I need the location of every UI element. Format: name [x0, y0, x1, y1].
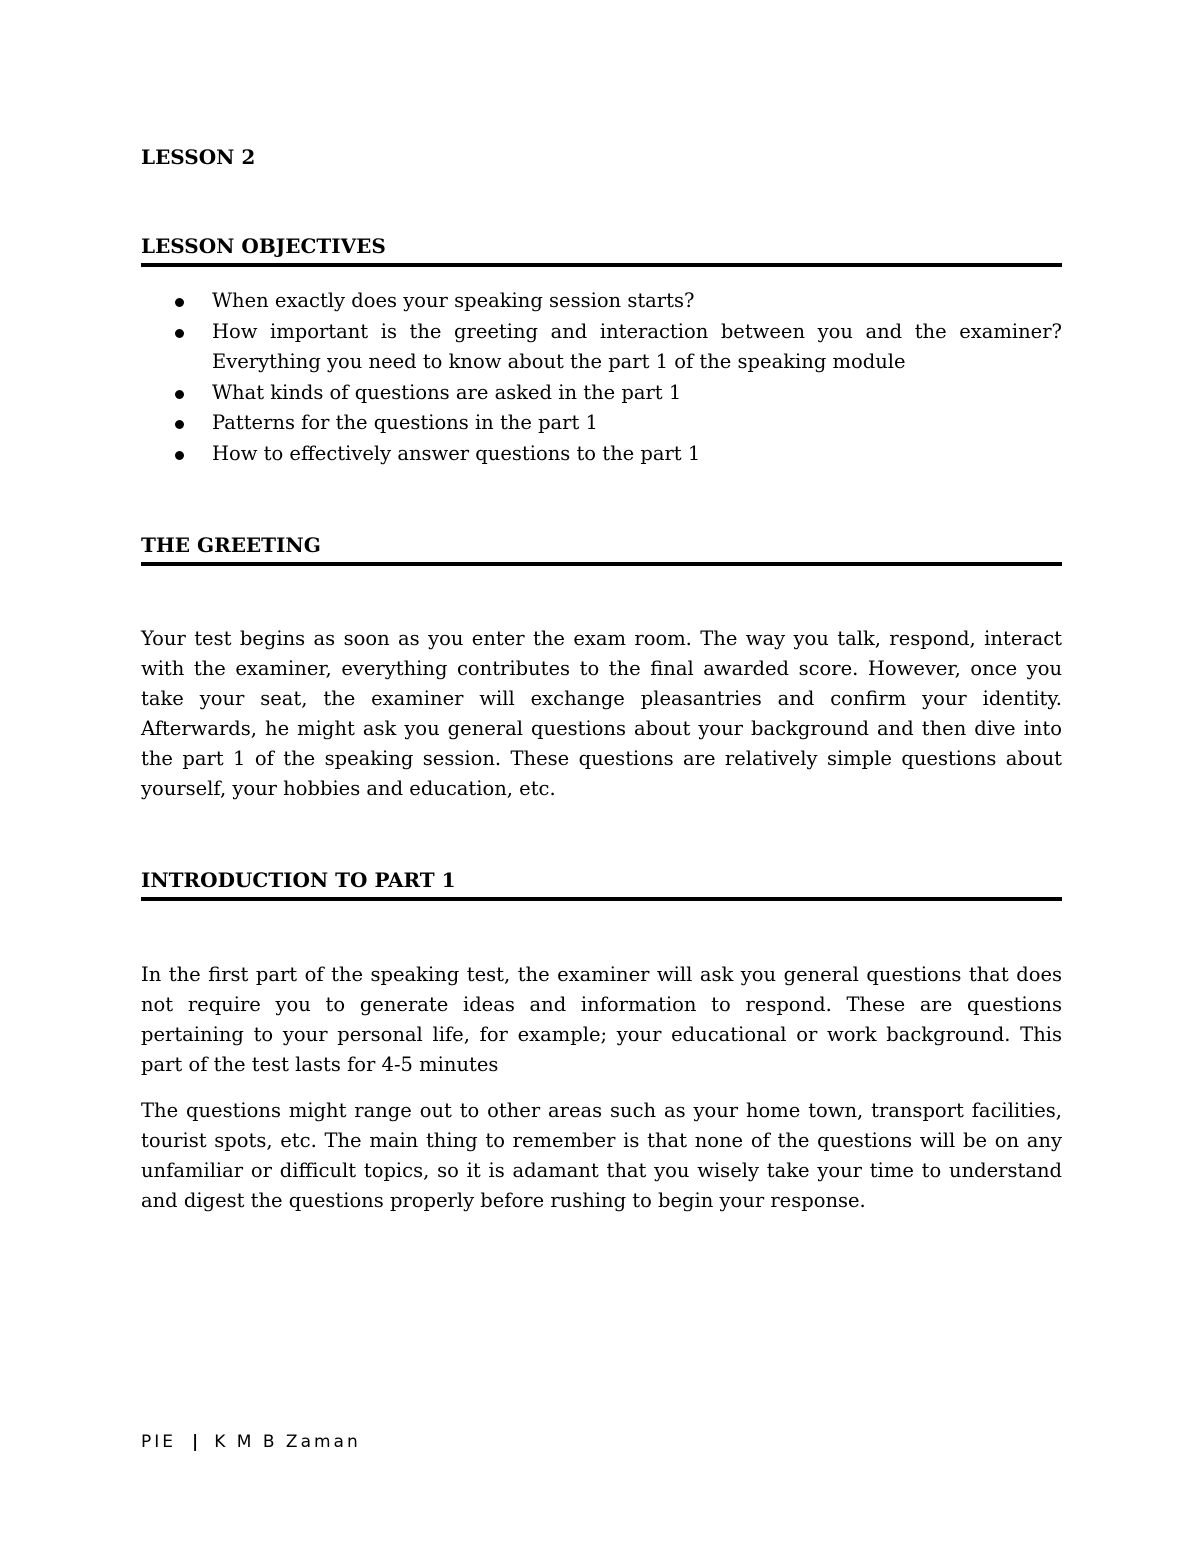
bullet-icon — [175, 329, 184, 338]
objective-text: When exactly does your speaking session starts? — [212, 289, 695, 312]
page-footer — [141, 1432, 361, 1452]
footer-separator: | — [192, 1432, 199, 1452]
greeting-paragraph: Your test begins as soon as you enter the exam room. The way you talk, respond, interact with the examiner, everything contributes to the final awarded score. However, once you take your seat, the examiner will exchange pleasantries and confirm your identity. Afterwards, he might ask you general questions about your background and then dive into the part 1 of the speaking session. These questions are relatively simple questions about yourself, your hobbies and education, etc. — [141, 627, 1062, 800]
lesson-title: LESSON 2 — [141, 145, 256, 169]
bullet-icon — [175, 420, 184, 429]
objective-text: How important is the greeting and interaction between you and the examiner? Everything you need to know about the part 1 of the speaking module — [212, 319, 1062, 373]
intro-paragraph-2: The questions might range out to other areas such as your home town, transport facilities, tourist spots, etc. The main thing to remember is that none of the questions will be on any unfamiliar or difficult topics, so it is adamant that you wisely take your time to understand and digest the questions properly before rushing to begin your response. — [141, 1099, 1062, 1212]
intro-paragraph-1: In the first part of the speaking test, the examiner will ask you general questions that does not require you to generate ideas and information to respond. These are questions pertaining to your personal life, for example; your educational or work background. This part of the test lasts for 4-5 minutes — [141, 963, 1062, 1076]
list-item — [141, 408, 1062, 439]
list-item — [141, 439, 1062, 470]
footer-left: PIE — [141, 1432, 177, 1452]
list-item — [141, 317, 1062, 378]
objectives-list — [141, 286, 1062, 469]
bullet-icon — [175, 451, 184, 460]
objective-text: How to effectively answer questions to the part 1 — [212, 441, 701, 465]
objective-text: What kinds of questions are asked in the part 1 — [212, 380, 682, 404]
objective-text: Patterns for the questions in the part 1 — [212, 411, 598, 434]
greeting-heading: THE GREETING — [141, 533, 1062, 566]
intro-heading: INTRODUCTION TO PART 1 — [141, 868, 1062, 901]
list-item — [141, 286, 1062, 317]
list-item — [141, 378, 1062, 409]
footer-author: K M B Zaman — [214, 1432, 361, 1452]
objectives-heading: LESSON OBJECTIVES — [141, 234, 1062, 267]
bullet-icon — [175, 298, 184, 307]
bullet-icon — [175, 390, 184, 399]
